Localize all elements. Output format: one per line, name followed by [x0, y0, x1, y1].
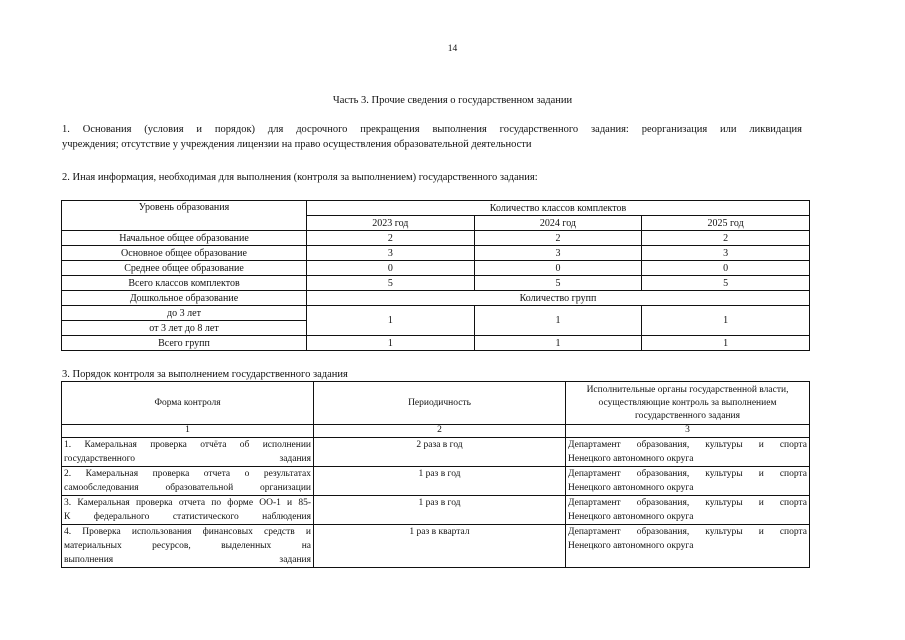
periodicity: 1 раз в квартал	[314, 525, 566, 568]
control-form-line: выполнения задания	[64, 555, 311, 565]
groups-count-header: Количество групп	[307, 291, 810, 306]
control-form-line: 2. Камеральная проверка отчета о результатах	[64, 469, 311, 479]
control-procedure-title: 3. Порядок контроля за выполнением государственного задания	[62, 369, 348, 380]
table-row	[62, 261, 810, 276]
control-form-line: самообследования образовательной организации	[64, 483, 311, 493]
other-info-title: 2. Иная информация, необходимая для выполнения (контроля за выполнением) государственного задания:	[62, 172, 538, 183]
control-body	[566, 496, 810, 525]
control-body	[566, 525, 810, 568]
total-groups-value: 1	[474, 336, 642, 351]
termination-grounds-line-2: учреждения; отсутствие у учреждения лицензии на право осуществления образовательной деятельности	[62, 139, 532, 150]
preschool-label: Дошкольное образование	[62, 291, 307, 306]
control-form	[62, 467, 314, 496]
row-level: Начальное общее образование	[62, 231, 307, 246]
control-form-line: материальных ресурсов, выделенных на	[64, 541, 311, 551]
control-form-line: К федерального статистического наблюдения	[64, 512, 311, 522]
control-body	[566, 467, 810, 496]
termination-grounds	[62, 122, 802, 152]
header-classes-count: Количество классов комплектов	[307, 201, 810, 216]
periodicity: 1 раз в год	[314, 496, 566, 525]
control-body-line: Департамент образования, культуры и спорта	[568, 527, 807, 537]
part-title: Часть 3. Прочие сведения о государственном задании	[332, 95, 573, 106]
column-number: 2	[314, 425, 566, 438]
row-level: Среднее общее образование	[62, 261, 307, 276]
control-body	[566, 438, 810, 467]
control-body-line: Департамент образования, культуры и спорта	[568, 469, 807, 479]
total-groups-value: 1	[307, 336, 475, 351]
periodicity: 1 раз в год	[314, 467, 566, 496]
row-level: Основное общее образование	[62, 246, 307, 261]
age-group-value: 1	[307, 306, 475, 336]
page-number: 14	[447, 44, 458, 54]
periodicity: 2 раза в год	[314, 438, 566, 467]
total-groups-value: 1	[642, 336, 810, 351]
row-value: 3	[474, 246, 642, 261]
row-level: Всего классов комплектов	[62, 276, 307, 291]
header-control-bodies: Исполнительные органы государственной власти, осуществляющие контроль за выполнением государственного задания	[566, 382, 810, 425]
control-body-line: Ненецкого автономного округа	[568, 483, 694, 493]
age-3-to-8: от 3 лет до 8 лет	[62, 321, 307, 336]
table-row	[62, 246, 810, 261]
row-value: 5	[307, 276, 475, 291]
control-form-line: 4. Проверка использования финансовых средств и	[64, 527, 311, 537]
row-value: 0	[307, 261, 475, 276]
row-value: 3	[307, 246, 475, 261]
row-value: 0	[474, 261, 642, 276]
row-value: 3	[642, 246, 810, 261]
age-group-value: 1	[474, 306, 642, 336]
table-row	[62, 496, 810, 525]
header-periodicity: Периодичность	[314, 382, 566, 425]
row-value: 2	[642, 231, 810, 246]
column-number: 3	[566, 425, 810, 438]
header-level: Уровень образования	[62, 201, 307, 231]
column-number: 1	[62, 425, 314, 438]
total-groups-label: Всего групп	[62, 336, 307, 351]
control-body-line: Департамент образования, культуры и спорта	[568, 440, 807, 450]
termination-grounds-line-1: 1. Основания (условия и порядок) для досрочного прекращения выполнения государственного задания: реорганизация или ликвидация	[62, 124, 802, 135]
row-value: 0	[642, 261, 810, 276]
table-row	[62, 467, 810, 496]
header-control-form: Форма контроля	[62, 382, 314, 425]
control-body-line: Ненецкого автономного округа	[568, 454, 694, 464]
row-value: 5	[474, 276, 642, 291]
table-row	[62, 438, 810, 467]
classes-table	[61, 200, 810, 351]
control-form-line: 1. Камеральная проверка отчёта об исполнении	[64, 440, 311, 450]
age-under-3: до 3 лет	[62, 306, 307, 321]
control-table	[61, 381, 810, 568]
table-row	[62, 276, 810, 291]
control-form-line: государственного задания	[64, 454, 311, 464]
control-body-line: Ненецкого автономного округа	[568, 541, 694, 551]
year-2024: 2024 год	[474, 216, 642, 231]
control-form	[62, 438, 314, 467]
control-form	[62, 496, 314, 525]
control-form-line: 3. Камеральная проверка отчета по форме ОО-1 и 85-	[64, 498, 311, 508]
age-group-value: 1	[642, 306, 810, 336]
table-row	[62, 231, 810, 246]
row-value: 5	[642, 276, 810, 291]
row-value: 2	[307, 231, 475, 246]
row-value: 2	[474, 231, 642, 246]
control-form	[62, 525, 314, 568]
control-body-line: Департамент образования, культуры и спорта	[568, 498, 807, 508]
year-2025: 2025 год	[642, 216, 810, 231]
control-body-line: Ненецкого автономного округа	[568, 512, 694, 522]
table-row	[62, 525, 810, 568]
year-2023: 2023 год	[307, 216, 475, 231]
